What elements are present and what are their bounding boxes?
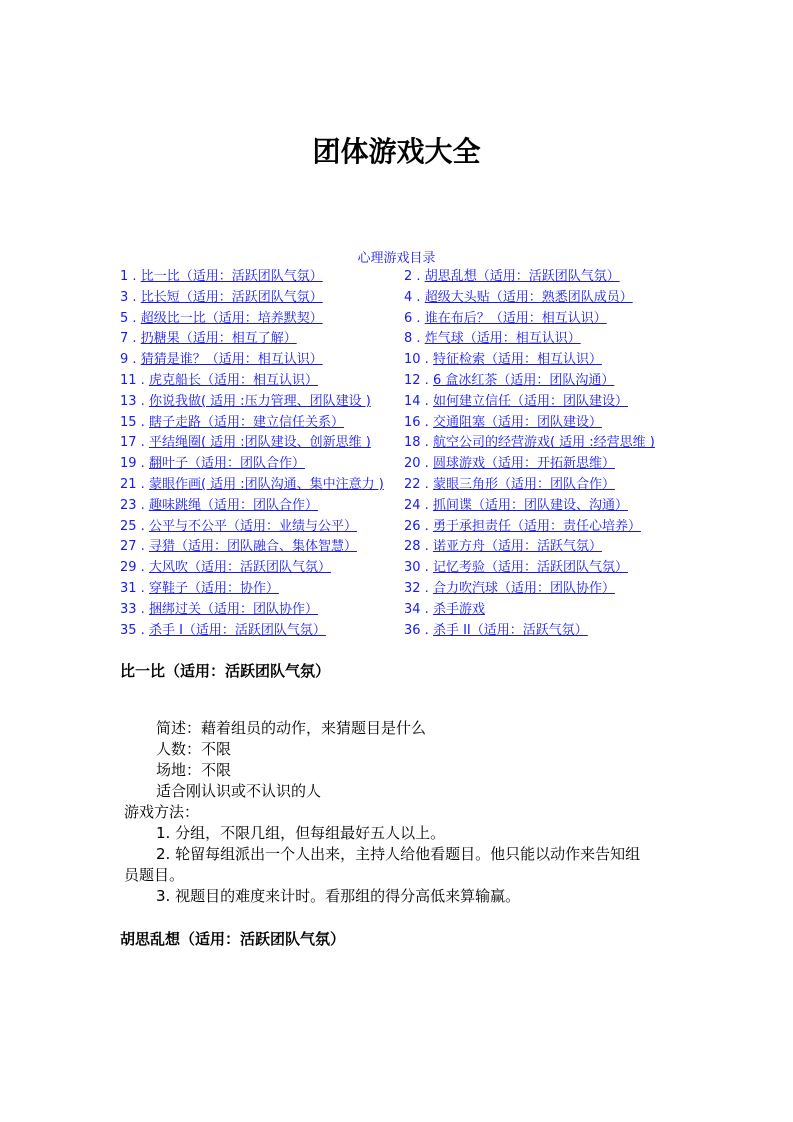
toc-label: 你说我做( 适用 :压力管理、团队建设 ): [148, 393, 371, 409]
toc-label: 比长短（适用：活跃团队气氛）: [140, 289, 323, 305]
paragraph: 2. 轮留每组派出一个人出来，主持人给他看题目。他只能以动作来告知组: [156, 845, 641, 863]
toc-link[interactable]: [404, 371, 700, 392]
toc-number: 14 .: [404, 393, 429, 409]
toc-number: 4 .: [404, 289, 421, 305]
toc-link[interactable]: [120, 350, 404, 371]
toc-number: 8 .: [404, 331, 421, 347]
toc-label: 平结绳圈( 适用 :团队建设、创新思维 ): [148, 435, 371, 451]
toc-number: 2 .: [404, 269, 421, 284]
toc-link[interactable]: [120, 517, 404, 538]
toc-label: 特征检索（适用：相互认识）: [432, 352, 602, 368]
paragraph: 简述：藉着组员的动作，来猜题目是什么: [156, 719, 427, 737]
document-title: 团体游戏大全: [312, 135, 481, 168]
toc-number: 24 .: [404, 497, 429, 513]
toc-label: 寻猎（适用：团队融合、集体智慧）: [148, 539, 357, 555]
toc-label: 交通阻塞（适用：团队建设）: [432, 414, 602, 430]
toc-number: 27 .: [120, 539, 145, 555]
toc-label: 超级大头贴（适用：熟悉团队成员）: [424, 289, 633, 305]
toc-link[interactable]: [404, 392, 700, 413]
toc-number: 31 .: [120, 580, 145, 596]
toc-label: 抓间谍（适用：团队建设、沟通）: [432, 497, 628, 513]
toc-number: 3 .: [120, 289, 137, 305]
toc-link[interactable]: [404, 621, 700, 642]
toc-number: 16 .: [404, 414, 429, 430]
toc-label: 比一比（适用：活跃团队气氛）: [140, 269, 323, 284]
toc-link[interactable]: [120, 579, 404, 600]
section-heading: 比一比（适用：活跃团队气氛）: [120, 662, 331, 680]
toc-link[interactable]: [120, 309, 404, 330]
toc-label: 胡思乱想（适用：活跃团队气氛）: [424, 269, 620, 284]
toc-link[interactable]: [404, 267, 700, 288]
toc-link[interactable]: [404, 475, 700, 496]
paragraph: 1. 分组，不限几组，但每组最好五人以上。: [156, 824, 446, 842]
toc-number: 29 .: [120, 560, 145, 576]
toc-number: 33 .: [120, 601, 145, 617]
toc-link[interactable]: [120, 558, 404, 579]
toc-link[interactable]: [120, 475, 404, 496]
table-of-contents: [120, 267, 700, 641]
toc-label: 如何建立信任（适用：团队建设）: [432, 393, 628, 409]
toc-link[interactable]: [404, 288, 700, 309]
toc-number: 15 .: [120, 414, 145, 430]
section-heading: 胡思乱想（适用：活跃团队气氛）: [120, 930, 346, 948]
toc-number: 30 .: [404, 560, 429, 576]
toc-link[interactable]: [120, 537, 404, 558]
paragraph: 适合刚认识或不认识的人: [156, 782, 322, 800]
toc-number: 9 .: [120, 352, 137, 368]
toc-number: 22 .: [404, 476, 429, 492]
toc-label: 蒙眼作画( 适用 :团队沟通、集中注意力 ): [148, 476, 384, 492]
toc-number: 12 .: [404, 372, 429, 388]
paragraph: 场地：不限: [156, 761, 232, 779]
toc-link[interactable]: [404, 579, 700, 600]
toc-number: 17 .: [120, 435, 145, 451]
toc-number: 5 .: [120, 310, 137, 326]
toc-number: 34 .: [404, 601, 429, 617]
toc-label: 杀手 II（适用：活跃气氛）: [432, 622, 588, 638]
paragraph: 3. 视题目的难度来计时。看那组的得分高低来算输赢。: [156, 887, 521, 905]
toc-label: 瞎子走路（适用：建立信任关系）: [148, 414, 344, 430]
toc-label: 杀手游戏: [432, 601, 485, 617]
toc-label: 记忆考验（适用：活跃团队气氛）: [432, 560, 628, 576]
toc-number: 32 .: [404, 580, 429, 596]
toc-number: 23 .: [120, 497, 145, 513]
toc-link[interactable]: [404, 496, 700, 517]
toc-number: 13 .: [120, 393, 145, 409]
toc-link[interactable]: [404, 517, 700, 538]
toc-label: 超级比一比（适用：培养默契）: [140, 310, 323, 326]
toc-link[interactable]: [404, 600, 700, 621]
toc-label: 扔糖果（适用：相互了解）: [140, 331, 297, 347]
toc-label: 6 盒冰红茶（适用：团队沟通）: [432, 372, 615, 388]
toc-link[interactable]: [120, 329, 404, 350]
toc-link[interactable]: [404, 433, 700, 454]
toc-label: 趣味跳绳（适用：团队合作）: [148, 497, 318, 513]
toc-link[interactable]: [404, 537, 700, 558]
toc-link[interactable]: [120, 413, 404, 434]
toc-label: 诺亚方舟（适用：活跃气氛）: [432, 539, 602, 555]
toc-label: 穿鞋子（适用：协作）: [148, 580, 279, 596]
toc-link[interactable]: [404, 309, 700, 330]
toc-label: 公平与不公平（适用：业绩与公平）: [148, 518, 357, 534]
paragraph: 员题目。: [124, 866, 185, 884]
toc-link[interactable]: [404, 454, 700, 475]
toc-number: 11 .: [120, 372, 145, 388]
toc-number: 1 .: [120, 269, 137, 284]
toc-link[interactable]: [120, 392, 404, 413]
toc-label: 蒙眼三角形（适用：团队合作）: [432, 476, 615, 492]
toc-number: 28 .: [404, 539, 429, 555]
toc-number: 36 .: [404, 622, 429, 638]
paragraph: 人数：不限: [156, 740, 232, 758]
toc-link[interactable]: [120, 496, 404, 517]
toc-number: 18 .: [404, 435, 429, 451]
toc-label: 猜猜是谁？（适用：相互认识）: [140, 352, 323, 368]
toc-label: 合力吹汽球（适用：团队协作）: [432, 580, 615, 596]
toc-link[interactable]: [120, 371, 404, 392]
toc-link[interactable]: [404, 350, 700, 371]
toc-link[interactable]: [120, 600, 404, 621]
toc-number: 35 .: [120, 622, 145, 638]
toc-link[interactable]: [120, 454, 404, 475]
toc-link[interactable]: [404, 329, 700, 350]
toc-link[interactable]: [120, 433, 404, 454]
toc-label: 翻叶子（适用：团队合作）: [148, 456, 305, 472]
toc-link[interactable]: [404, 413, 700, 434]
toc-number: 6 .: [404, 310, 421, 326]
toc-label: 圆球游戏（适用：开拓新思维）: [432, 456, 615, 472]
toc-number: 7 .: [120, 331, 137, 347]
toc-number: 26 .: [404, 518, 429, 534]
toc-label: 杀手 I（适用：活跃团队气氛）: [148, 622, 326, 638]
toc-label: 大风吹（适用：活跃团队气氛）: [148, 560, 331, 576]
toc-label: 谁在布后？（适用：相互认识）: [424, 310, 607, 326]
toc-label: 炸气球（适用：相互认识）: [424, 331, 581, 347]
toc-label: 航空公司的经营游戏( 适用 :经营思维 ): [432, 435, 655, 451]
toc-label: 虎克船长（适用：相互认识）: [148, 372, 318, 388]
toc-number: 10 .: [404, 352, 429, 368]
toc-number: 19 .: [120, 456, 145, 472]
toc-number: 20 .: [404, 456, 429, 472]
toc-link[interactable]: [404, 558, 700, 579]
toc-label: 勇于承担责任（适用：责任心培养）: [432, 518, 641, 534]
toc-number: 21 .: [120, 476, 145, 492]
toc-link[interactable]: [120, 288, 404, 309]
toc-number: 25 .: [120, 518, 145, 534]
toc-label: 捆绑过关（适用：团队协作）: [148, 601, 318, 617]
toc-link[interactable]: [120, 621, 404, 642]
toc-link[interactable]: [120, 267, 404, 288]
paragraph: 游戏方法：: [124, 803, 200, 821]
toc-title: 心理游戏目录: [357, 251, 436, 266]
